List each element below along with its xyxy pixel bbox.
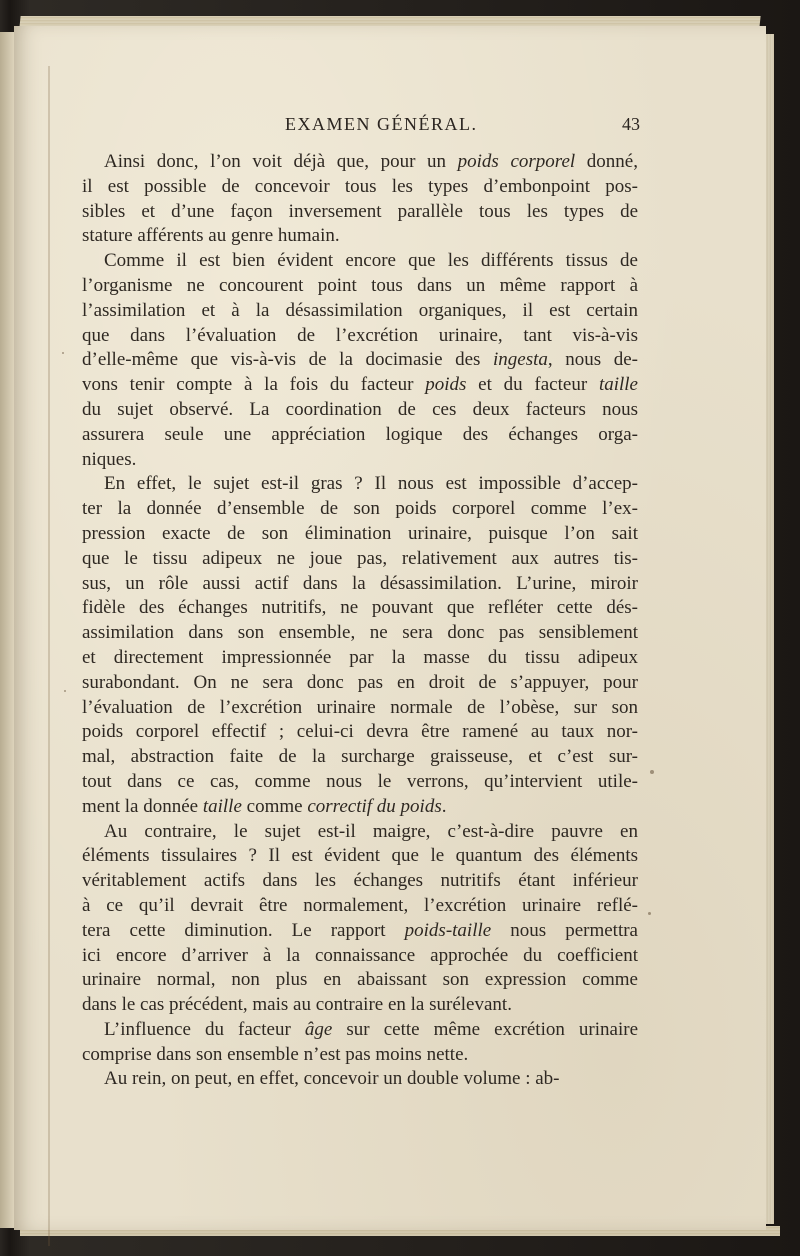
running-head	[80, 114, 640, 138]
text-line: vons tenir compte à la fois du facteur poids et du facteur taille	[82, 374, 638, 396]
text-line: il est possible de concevoir tous les types d’embonpoint pos-	[82, 175, 638, 197]
text-line: pression exacte de son élimination urinaire, puisque l’on sait	[82, 522, 638, 544]
text-line: comprise dans son ensemble n’est pas moins nette.	[82, 1043, 469, 1065]
text-line: véritablement actifs dans les échanges nutritifs étant inférieur	[82, 870, 638, 892]
ink-speck	[650, 770, 654, 774]
page-number: 43	[622, 114, 640, 134]
text-line: du sujet observé. La coordination de ces deux facteurs nous	[82, 398, 638, 420]
facing-page-edge	[0, 32, 14, 1228]
body-text	[82, 150, 638, 1092]
text-line: Au contraire, le sujet est-il maigre, c’est-à-dire pauvre en	[104, 820, 638, 842]
text-line: mal, abstraction faite de la surcharge graisseuse, et c’est sur-	[82, 746, 638, 768]
text-line: En effet, le sujet est-il gras ? Il nous est impossible d’accep-	[104, 473, 638, 495]
text-line: l’organisme ne concourent point tous dans un même rapport à	[82, 274, 638, 296]
text-line: que le tissu adipeux ne joue pas, relativement aux autres tis-	[82, 547, 638, 569]
text-line: assimilation dans son ensemble, ne sera donc pas sensiblement	[82, 622, 638, 644]
running-title: EXAMEN GÉNÉRAL.	[285, 114, 478, 134]
text-line: éléments tissulaires ? Il est évident que le quantum des éléments	[82, 845, 638, 867]
text-line: Comme il est bien évident encore que les différents tissus de	[104, 250, 638, 272]
text-line: poids corporel effectif ; celui-ci devra être ramené au taux nor-	[82, 721, 638, 743]
text-line: l’évaluation de l’excrétion urinaire normale de l’obèse, sur son	[82, 696, 638, 718]
text-line: niques.	[82, 448, 137, 470]
text-line: sibles et d’une façon inversement parallèle tous les types de	[82, 200, 638, 222]
text-line: que dans l’évaluation de l’excrétion urinaire, tant vis-à-vis	[82, 324, 638, 346]
text-line: sus, un rôle aussi actif dans la désassimilation. L’urine, miroir	[82, 572, 638, 594]
text-line: surabondant. On ne sera donc pas en droit de s’appuyer, pour	[82, 671, 638, 693]
text-line: L’influence du facteur âge sur cette même excrétion urinaire	[104, 1018, 638, 1040]
text-line: l’assimilation et à la désassimilation organiques, il est certain	[82, 299, 638, 321]
text-line: assurera seule une appréciation logique des échanges orga-	[82, 423, 638, 445]
text-line: ment la donnée taille comme correctif du poids.	[82, 795, 447, 817]
ink-speck	[648, 912, 651, 915]
text-line: et directement impressionnée par la masse du tissu adipeux	[82, 646, 638, 668]
text-line: dans le cas précédent, mais au contraire en la surélevant.	[82, 994, 512, 1016]
text-line: urinaire normal, non plus en abaissant son expression comme	[82, 969, 638, 991]
text-line: ici encore d’arriver à la connaissance approchée du coefficient	[82, 944, 638, 966]
text-line: stature afférents au genre humain.	[82, 225, 340, 247]
ink-speck	[62, 352, 64, 354]
text-line: Au rein, on peut, en effet, concevoir un double volume : ab-	[104, 1068, 560, 1090]
text-line: à ce qu’il devrait être normalement, l’excrétion urinaire reflé-	[82, 894, 638, 916]
text-line: tera cette diminution. Le rapport poids-taille nous permettra	[82, 919, 638, 941]
text-line: tout dans ce cas, comme nous le verrons, qu’intervient utile-	[82, 770, 638, 792]
text-line: d’elle-même que vis-à-vis de la docimasie des ingesta, nous de-	[82, 349, 638, 371]
text-line: Ainsi donc, l’on voit déjà que, pour un poids corporel donné,	[104, 151, 638, 172]
ink-speck	[64, 690, 66, 692]
text-line: ter la donnée d’ensemble de son poids corporel comme l’ex-	[82, 498, 638, 520]
binding-gutter	[48, 66, 50, 1246]
text-line: fidèle des échanges nutritifs, ne pouvant que refléter cette dés-	[82, 597, 638, 619]
